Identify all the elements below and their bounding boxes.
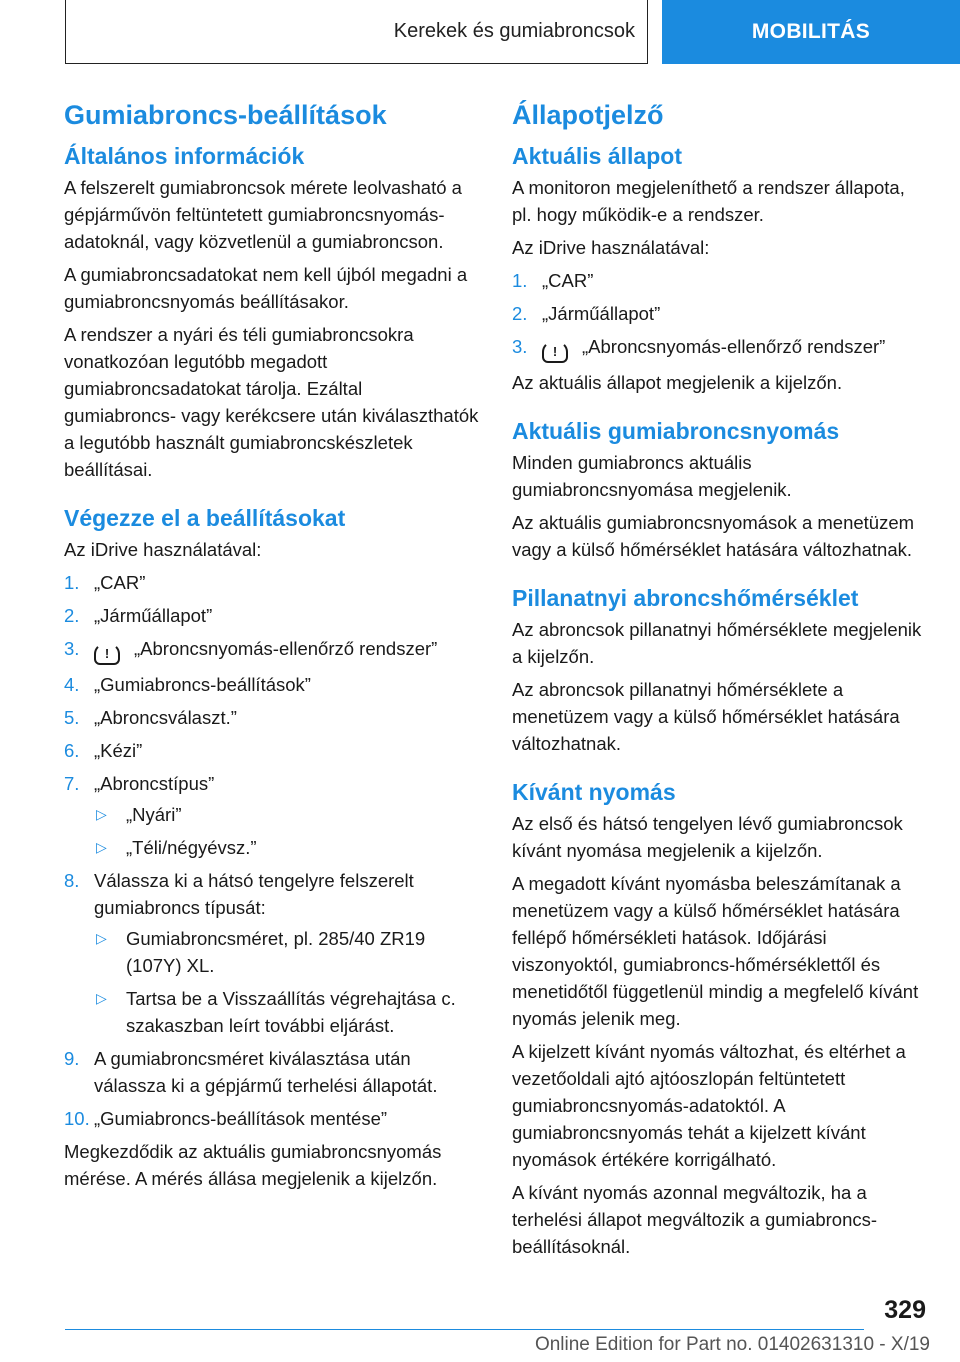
footer-divider [65, 1329, 864, 1330]
step: 5. „Abroncsválaszt.” [64, 707, 237, 728]
step: 10. „Gumiabroncs-beállítások mentése” [64, 1108, 388, 1129]
paragraph: Megkezdődik az aktuális gumiabroncsnyomás mérése. A mérés állása megjelenik a kijelzőn. [64, 1141, 442, 1189]
step: 8. Válassza ki a hátsó tengelyre felszerelt gumiabroncs típusát: ▷ Gumiabroncsméret, pl. 285/40 ZR19 (107Y) XL. ▷ Tartsa be a Visszaállítás végrehajtása c. szakaszban leírt további eljárást. [64, 867, 479, 1039]
subheading: Végezze el a beállításokat [64, 505, 346, 531]
section-heading: Állapotjelző [512, 100, 664, 130]
subheading: Aktuális gumiabroncsnyomás [512, 418, 840, 444]
section-title: Kerekek és gumiabroncsok [393, 20, 635, 42]
step: 3. ! „Abroncsnyomás-ellenőrző rendszer” [64, 635, 479, 665]
step: 4. „Gumiabroncs-beállítások” [64, 674, 311, 695]
paragraph: A kijelzett kívánt nyomás változhat, és eltérhet a vezetőoldali ajtó ajtóoszlopán feltüntetett gumiabroncsnyomás-adatoktól. A gumiabroncsnyomás tehát a kijelzett kívánt nyomások értékére korrigálható. [512, 1041, 906, 1170]
paragraph: A felszerelt gumiabroncsok mérete leolvasható a gépjárművön feltüntetett gumiabroncsnyomás-adatoknál, vagy közvetlenül a gumiabroncson. [64, 177, 462, 252]
subheading: Aktuális állapot [512, 143, 682, 169]
tpms-warning-icon: ! [94, 643, 120, 665]
step: 6. „Kézi” [64, 740, 143, 761]
paragraph: Az abroncsok pillanatnyi hőmérséklete megjelenik a kijelzőn. [512, 619, 922, 667]
step: 1. „CAR” [64, 572, 146, 593]
step: 2. „Járműállapot” [64, 605, 213, 626]
steps-list [64, 569, 479, 1132]
triangle-bullet-icon: ▷ [96, 806, 107, 822]
step: 3. ! „Abroncsnyomás-ellenőrző rendszer” [512, 333, 927, 363]
subheading: Kívánt nyomás [512, 779, 676, 805]
paragraph: Az aktuális állapot megjelenik a kijelzőn. [512, 372, 843, 393]
right-column [512, 100, 927, 1266]
paragraph: Az aktuális gumiabroncsnyomások a menetüzem vagy a külső hőmérséklet hatására változhatnak. [512, 512, 915, 560]
substeps-list [94, 925, 479, 1039]
paragraph: A kívánt nyomás azonnal megváltozik, ha a terhelési állapot megváltozik a gumiabroncs-beállításoknál. [512, 1182, 878, 1257]
chapter-label: MOBILITÁS [751, 20, 871, 43]
running-header [65, 0, 648, 64]
triangle-bullet-icon: ▷ [96, 839, 107, 855]
paragraph: Az abroncsok pillanatnyi hőmérséklete a menetüzem vagy a külső hőmérséklet hatására változhatnak. [512, 679, 900, 754]
subheading: Pillanatnyi abroncshőmérséklet [512, 585, 859, 611]
paragraph: A megadott kívánt nyomásba beleszámítanak a menetüzem vagy a külső hőmérséklet hatására fellépő hőmérsékleti hatások. Időjárási viszonyoktól, gumiabroncs-hőmérséklettől és menetidőtől függetlenül mindig a megfelelő kívánt nyomás jelenik meg. [512, 873, 919, 1029]
paragraph: Az iDrive használatával: [512, 237, 710, 258]
step: 1. „CAR” [512, 270, 594, 291]
step: 9. A gumiabroncsméret kiválasztása után válassza ki a gépjármű terhelési állapotát. [64, 1048, 438, 1096]
paragraph: Az első és hátsó tengelyen lévő gumiabroncsok kívánt nyomása megjelenik a kijelzőn. [512, 813, 903, 861]
subheading: Általános információk [64, 143, 305, 169]
step: 2. „Járműállapot” [512, 303, 661, 324]
left-column [64, 100, 479, 1198]
paragraph: A monitoron megjeleníthető a rendszer állapota, pl. hogy működik-e a rendszer. [512, 177, 905, 225]
substeps-list [94, 801, 479, 861]
paragraph: A rendszer a nyári és téli gumiabroncsokra vonatkozóan legutóbb megadott gumiabroncsadatokat tárolja. Ezáltal gumiabroncs- vagy kerékcsere után kiválaszthatók a legutóbb használt gumiabroncskészletek beállításai. [64, 324, 479, 480]
paragraph: Minden gumiabroncs aktuális gumiabroncsnyomása megjelenik. [512, 452, 792, 500]
substep: ▷ „Nyári” [94, 801, 479, 828]
triangle-bullet-icon: ▷ [96, 930, 107, 946]
footer-edition: Online Edition for Part no. 01402631310 - X/19 [534, 1334, 930, 1355]
paragraph: A gumiabroncsadatokat nem kell újból megadni a gumiabroncsnyomás beállításakor. [64, 264, 468, 312]
substep: ▷ „Téli/négyévsz.” [94, 834, 479, 861]
steps-list [512, 267, 927, 363]
triangle-bullet-icon: ▷ [96, 990, 107, 1006]
substep: ▷ Tartsa be a Visszaállítás végrehajtása c. szakaszban leírt további eljárást. [94, 985, 479, 1039]
substep: ▷ Gumiabroncsméret, pl. 285/40 ZR19 (107Y) XL. [94, 925, 479, 979]
page-number: 329 [884, 1296, 926, 1324]
chapter-tab [662, 0, 960, 64]
step: 7. „Abroncstípus” ▷ „Nyári” ▷ „Téli/négyévsz.” [64, 770, 479, 861]
section-heading: Gumiabroncs-beállítások [64, 100, 387, 130]
tpms-warning-icon: ! [542, 341, 568, 363]
paragraph: Az iDrive használatával: [64, 539, 262, 560]
